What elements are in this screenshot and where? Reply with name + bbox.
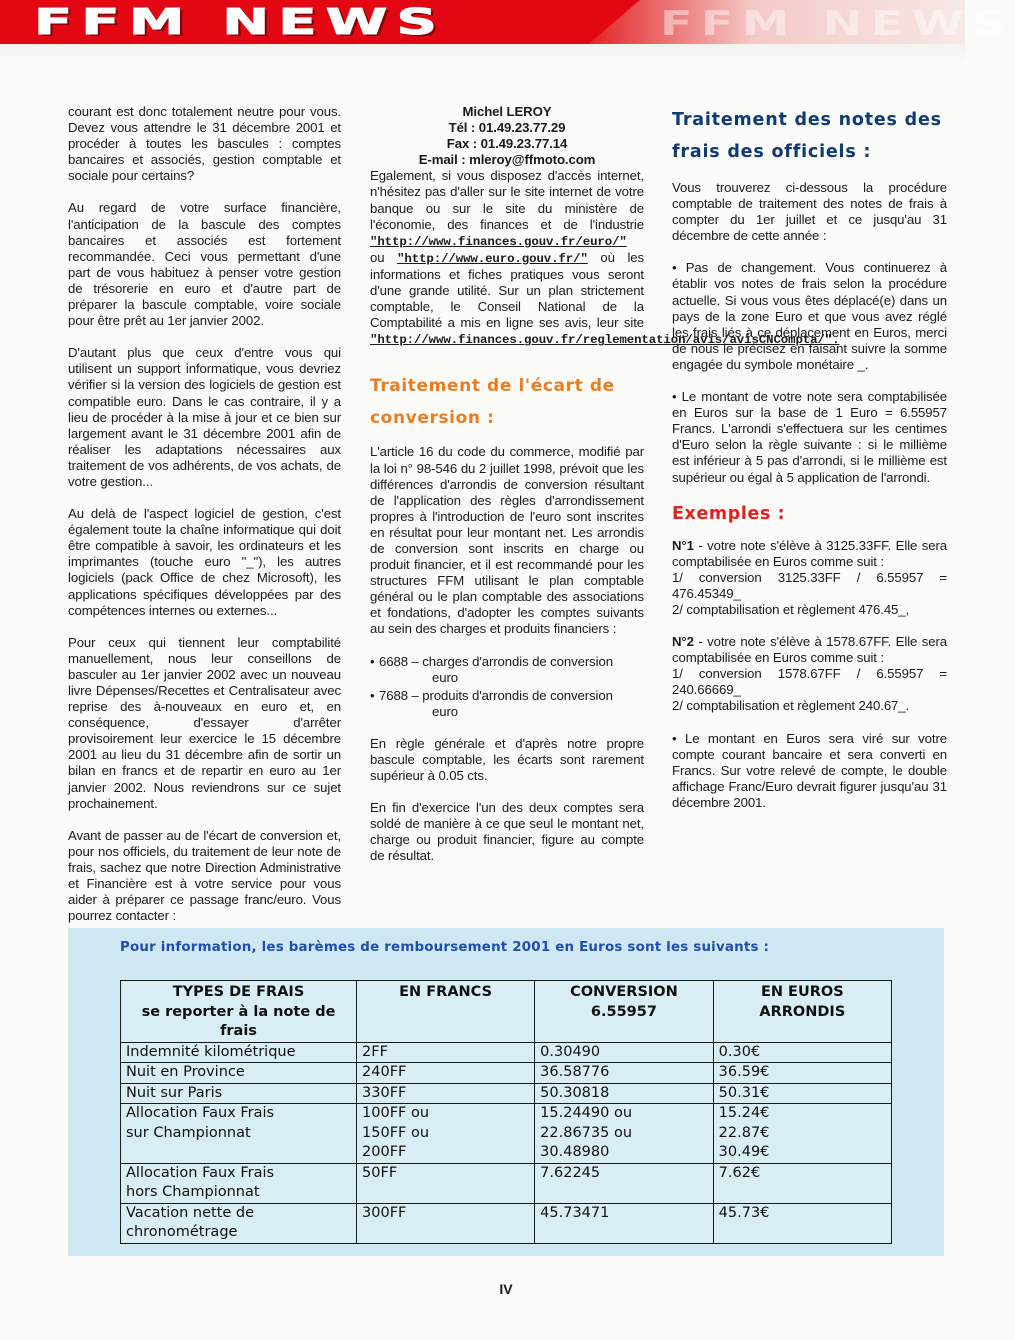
header-text: CONVERSION [570, 984, 678, 1000]
cell-text: 45.73471 [540, 1204, 610, 1221]
cell-text: 240FF [362, 1064, 407, 1080]
cell-euros [713, 1104, 891, 1164]
paragraph: Au regard de votre surface financière, l'anticipation de la bascule des comptes bancaires et associés est fortement recommandée. Ceci vous permettant d'une part de vous habituez à penser votre gestion de trésorerie en euro et d'autre part de préparer la bascule comptable, voire sociale pour être prêt au 1er janvier 2002. [68, 200, 341, 329]
paragraph: • Le montant en Euros sera viré sur votre compte courant bancaire et sera converti en Francs. Sur votre relevé de compte, le double affichage Franc/Euro devrait figurer jusqu'au 31 décembre 2001. [672, 730, 947, 810]
table-row [121, 1042, 892, 1063]
table-row [121, 1063, 892, 1084]
cell-text: 50.31€ [718, 1084, 770, 1101]
example-text: 1/ conversion 1578.67FF / 6.55957 = 240.66669_ [672, 666, 947, 698]
cell-expense-type [121, 1063, 357, 1084]
publication-title: FFM NEWS [34, 2, 447, 43]
table-header-row [121, 981, 892, 1043]
cell-expense-type [121, 1203, 357, 1243]
cell-text: Allocation Faux Frais [126, 1105, 275, 1121]
cell-text: 0.30490 [540, 1043, 601, 1060]
paragraph: D'autant plus que ceux d'entre vous qui utilisent un support informatique, vous devriez vérifier si la version des logiciels de gestion est compatible euro. Dans le cas contraire, il y a lieu de procéder à la mise à jour et ce bien sur largement avant le 31 décembre 2001 afin de réaliser les adaptations nécessaires aux traitement de vos adhérents, de vos achats, de votre gestion... [68, 345, 341, 489]
publication-title-ghost: FFM NEWS [660, 4, 1015, 44]
paragraph-text: ou [370, 249, 385, 265]
cell-euros [713, 1063, 891, 1084]
rates-panel-title: Pour information, les barèmes de remboursement 2001 en Euros sont les suivants : [120, 940, 770, 955]
list-item-text: euro [432, 669, 458, 685]
rates-panel [68, 928, 944, 1256]
paragraph: Avant de passer au de l'écart de conversion et, pour nos officiels, du traitement de leur note de frais, sachez que notre Direction Administrative et Financière est à votre service pour vous aider à préparer ce passage franc/euro. Vous pourrez contacter : [68, 827, 341, 924]
cell-text: 22.86735 ou [540, 1124, 633, 1141]
cell-conversion [535, 1203, 713, 1243]
header-text: TYPES DE FRAIS [172, 984, 305, 1000]
cell-conversion [535, 1063, 713, 1084]
rates-table [120, 980, 892, 1244]
cell-text: 22.87€ [718, 1124, 770, 1141]
cell-text: 45.73€ [718, 1204, 770, 1221]
paragraph: courant est donc totalement neutre pour vous. Devez vous attendre le 31 décembre 2001 et procéder à toutes les bascules : comptes bancaires et associés, gestion comptable et sociale pour certains? [68, 104, 341, 184]
cell-euros [713, 1083, 891, 1104]
cell-text: 30.48980 [540, 1144, 610, 1160]
cell-text: 0.30€ [718, 1043, 761, 1060]
paragraph: Au delà de l'aspect logiciel de gestion, c'est également toute la chaîne informatique qui doit être compatible à savoir, les ordinateurs et les imprimantes (touche euro "_"), les autres logiciels (pack Office de chez Microsoft), les applications spécifiques développées par des compétences internes ou externes... [68, 506, 341, 618]
example-text: 1/ conversion 3125.33FF / 6.55957 = 476.45349_ [672, 569, 947, 601]
column-header-francs: EN FRANCS [357, 981, 535, 1043]
page-number: IV [499, 1281, 513, 1297]
cell-francs [357, 1104, 535, 1164]
cell-text: 30.49€ [718, 1144, 770, 1160]
cell-conversion [535, 1104, 713, 1164]
cell-text: Nuit en Province [126, 1064, 245, 1080]
link-cnc-avis[interactable]: "http://www.finances.gouv.fr/reglementation/avis/avisCNCompta/". [370, 333, 840, 348]
cell-conversion [535, 1163, 713, 1203]
example-text: 2/ comptabilisation et règlement 240.67_. [672, 698, 910, 714]
example-text: - votre note s'élève à 3125.33FF. Elle sera comptabilisée en Euros comme suit : [672, 537, 947, 569]
section-heading: Traitement de l'écart de conversion : [370, 376, 615, 429]
example-text: - votre note s'élève à 1578.67FF. Elle sera comptabilisée en Euros comme suit : [672, 634, 947, 666]
paragraph: En règle générale et d'après notre propre bascule comptable, les écarts sont rarement supérieur à 0.05 cts. [370, 735, 644, 784]
example-text: 2/ comptabilisation et règlement 476.45_, [672, 601, 910, 617]
paragraph: Vous trouverez ci-dessous la procédure comptable de traitement des notes de frais à compter du 1er juillet et ce jusqu'au 31 décembre de cette année : [672, 180, 947, 244]
cell-text: 7.62€ [718, 1164, 761, 1181]
cell-text: 7.62245 [540, 1164, 601, 1181]
cell-francs [357, 1063, 535, 1084]
cell-text: Indemnité kilométrique [126, 1043, 296, 1060]
cell-euros [713, 1163, 891, 1203]
cell-francs [357, 1083, 535, 1104]
cell-francs [357, 1042, 535, 1063]
contact-block [370, 104, 644, 168]
contact-name: Michel LEROY [462, 104, 552, 119]
article-column-3 [672, 104, 947, 827]
cell-text: hors Championnat [126, 1184, 260, 1200]
table-row [121, 1104, 892, 1164]
table-row [121, 1083, 892, 1104]
header-banner [0, 0, 1015, 44]
article-column-1 [68, 104, 341, 940]
example-1 [672, 538, 947, 618]
column-header-conversion [535, 981, 713, 1043]
list-item-text: 7688 – produits d'arrondis de conversion [379, 687, 613, 703]
contact-fax: Fax : 01.49.23.77.14 [446, 136, 568, 152]
cell-text: 15.24490 ou [540, 1105, 633, 1121]
cell-text: Vacation nette de [126, 1204, 255, 1221]
cell-francs [357, 1203, 535, 1243]
cell-conversion [535, 1042, 713, 1063]
link-euro-gouv[interactable]: "http://www.euro.gouv.fr/" [397, 251, 588, 266]
paragraph: L'article 16 du code du commerce, modifié par la loi n° 98-546 du 2 juillet 1998, prévoit que les différences d'arrondis de conversion résultant de l'application des règles d'arrondissement propres à l'introduction de l'euro sont inscrites en résultat pour leur montant net. Les arrondis de conversion sont inscrits en charge ou produit financier, et il est recommandé pour les structures FFM utilisant le plan comptable général ou le plan comptable des associations et fondations, d'adopter les comptes suivants au sein des charges et produits financiers : [370, 444, 644, 637]
paragraph: • Le montant de votre note sera comptabilisée en Euros sur la base de 1 Euro = 6.55957 Francs. L'arrondi s'effectuera sur les centimes d'Euro selon la règle suivante : si le millième est inférieur à 5 pas d'arrondi, si le millième est supérieur ou égal à 5 application de l'arrondi. [672, 389, 947, 485]
cell-expense-type [121, 1042, 357, 1063]
link-finances-euro[interactable]: "http://www.finances.gouv.fr/euro/" [370, 234, 627, 249]
rates-table-body [121, 1042, 892, 1243]
cell-text: 50.30818 [540, 1084, 610, 1101]
cell-expense-type [121, 1163, 357, 1203]
cell-text: 2FF [362, 1043, 388, 1060]
cell-expense-type [121, 1083, 357, 1104]
account-list [370, 654, 644, 720]
cell-text: sur Championnat [126, 1124, 251, 1141]
list-item [370, 688, 644, 720]
header-text: ARRONDIS [759, 1003, 846, 1020]
cell-text: 36.58776 [540, 1064, 610, 1080]
list-item-text: 6688 – charges d'arrondis de conversion [379, 653, 613, 669]
column-header-euros [713, 981, 891, 1043]
cell-text: 330FF [362, 1084, 407, 1101]
paragraph: Pour ceux qui tiennent leur comptabilité manuellement, nous leur conseillons de basculer au 1er janvier 2002 avec un nouveau livre Dépenses/Recettes et Centralisateur avec reprise des à-nouveaux en euro et, en conséquence, d'essayer d'arrêter provisoirement leur exercice le 15 décembre 2001 au lieu du 31 décembre afin de sortir un bilan en francs et de repartir en euro au 1er janvier 2002. Nous reviendrons sur ce sujet prochainement. [68, 634, 341, 811]
cell-text: 100FF ou [362, 1105, 430, 1121]
cell-text: 15.24€ [718, 1105, 770, 1121]
contact-email[interactable]: E-mail : mleroy@ffmoto.com [418, 152, 596, 168]
example-number: N°1 [672, 537, 694, 553]
header-text: 6.55957 [590, 1003, 657, 1020]
column-header-types [121, 981, 357, 1043]
table-row [121, 1203, 892, 1243]
cell-text: 200FF [362, 1144, 407, 1160]
paragraph: • Pas de changement. Vous continuerez à établir vos notes de frais selon la procédure actuelle. Si vous vous êtes déplacé(e) dans un pays de la zone Euro et que vous avez réglé les frais liés à ce déplacement en Euros, merci de nous le précisez en faisant suivre la somme engagée du symbole monétaire _. [672, 260, 947, 372]
cell-text: chronométrage [126, 1224, 238, 1240]
table-row [121, 1163, 892, 1203]
banner-shadow [0, 44, 965, 64]
example-2 [672, 634, 947, 714]
cell-francs [357, 1163, 535, 1203]
cell-euros [713, 1042, 891, 1063]
contact-phone: Tél : 01.49.23.77.29 [448, 120, 566, 136]
section-heading: Traitement des notes des frais des officiels : [672, 110, 942, 162]
cell-euros [713, 1203, 891, 1243]
list-item [370, 654, 644, 686]
cell-text: 150FF ou [362, 1124, 430, 1141]
paragraph-text: où les informations et fiches pratiques vous seront d'une grande utilité. Sur un plan strictement comptable, le Conseil National de la Comptabilité a mis en ligne ses avis, leur site [370, 249, 644, 331]
cell-text: 300FF [362, 1204, 407, 1221]
cell-conversion [535, 1083, 713, 1104]
paragraph-text: Egalement, si vous disposez d'accès internet, n'hésitez pas d'aller sur le site internet de votre banque ou sur le site du ministère de l'économie, des finances et de l'industrie [370, 168, 644, 232]
cell-text: Allocation Faux Frais [126, 1164, 275, 1181]
paragraph: En fin d'exercice l'un des deux comptes sera soldé de manière à ce que seul le montant net, charge ou produit financier, figure au compte de résultat. [370, 800, 644, 864]
cell-text: 50FF [362, 1164, 398, 1181]
header-text: frais [220, 1023, 257, 1039]
cell-text: 36.59€ [718, 1064, 770, 1080]
cell-text: Nuit sur Paris [126, 1084, 223, 1101]
header-text: EN EUROS [760, 984, 844, 1000]
example-number: N°2 [672, 634, 694, 650]
list-item-text: euro [432, 703, 458, 719]
header-text: se reporter à la note de [141, 1003, 336, 1020]
cell-expense-type [121, 1104, 357, 1164]
examples-heading: Exemples : [672, 503, 786, 524]
